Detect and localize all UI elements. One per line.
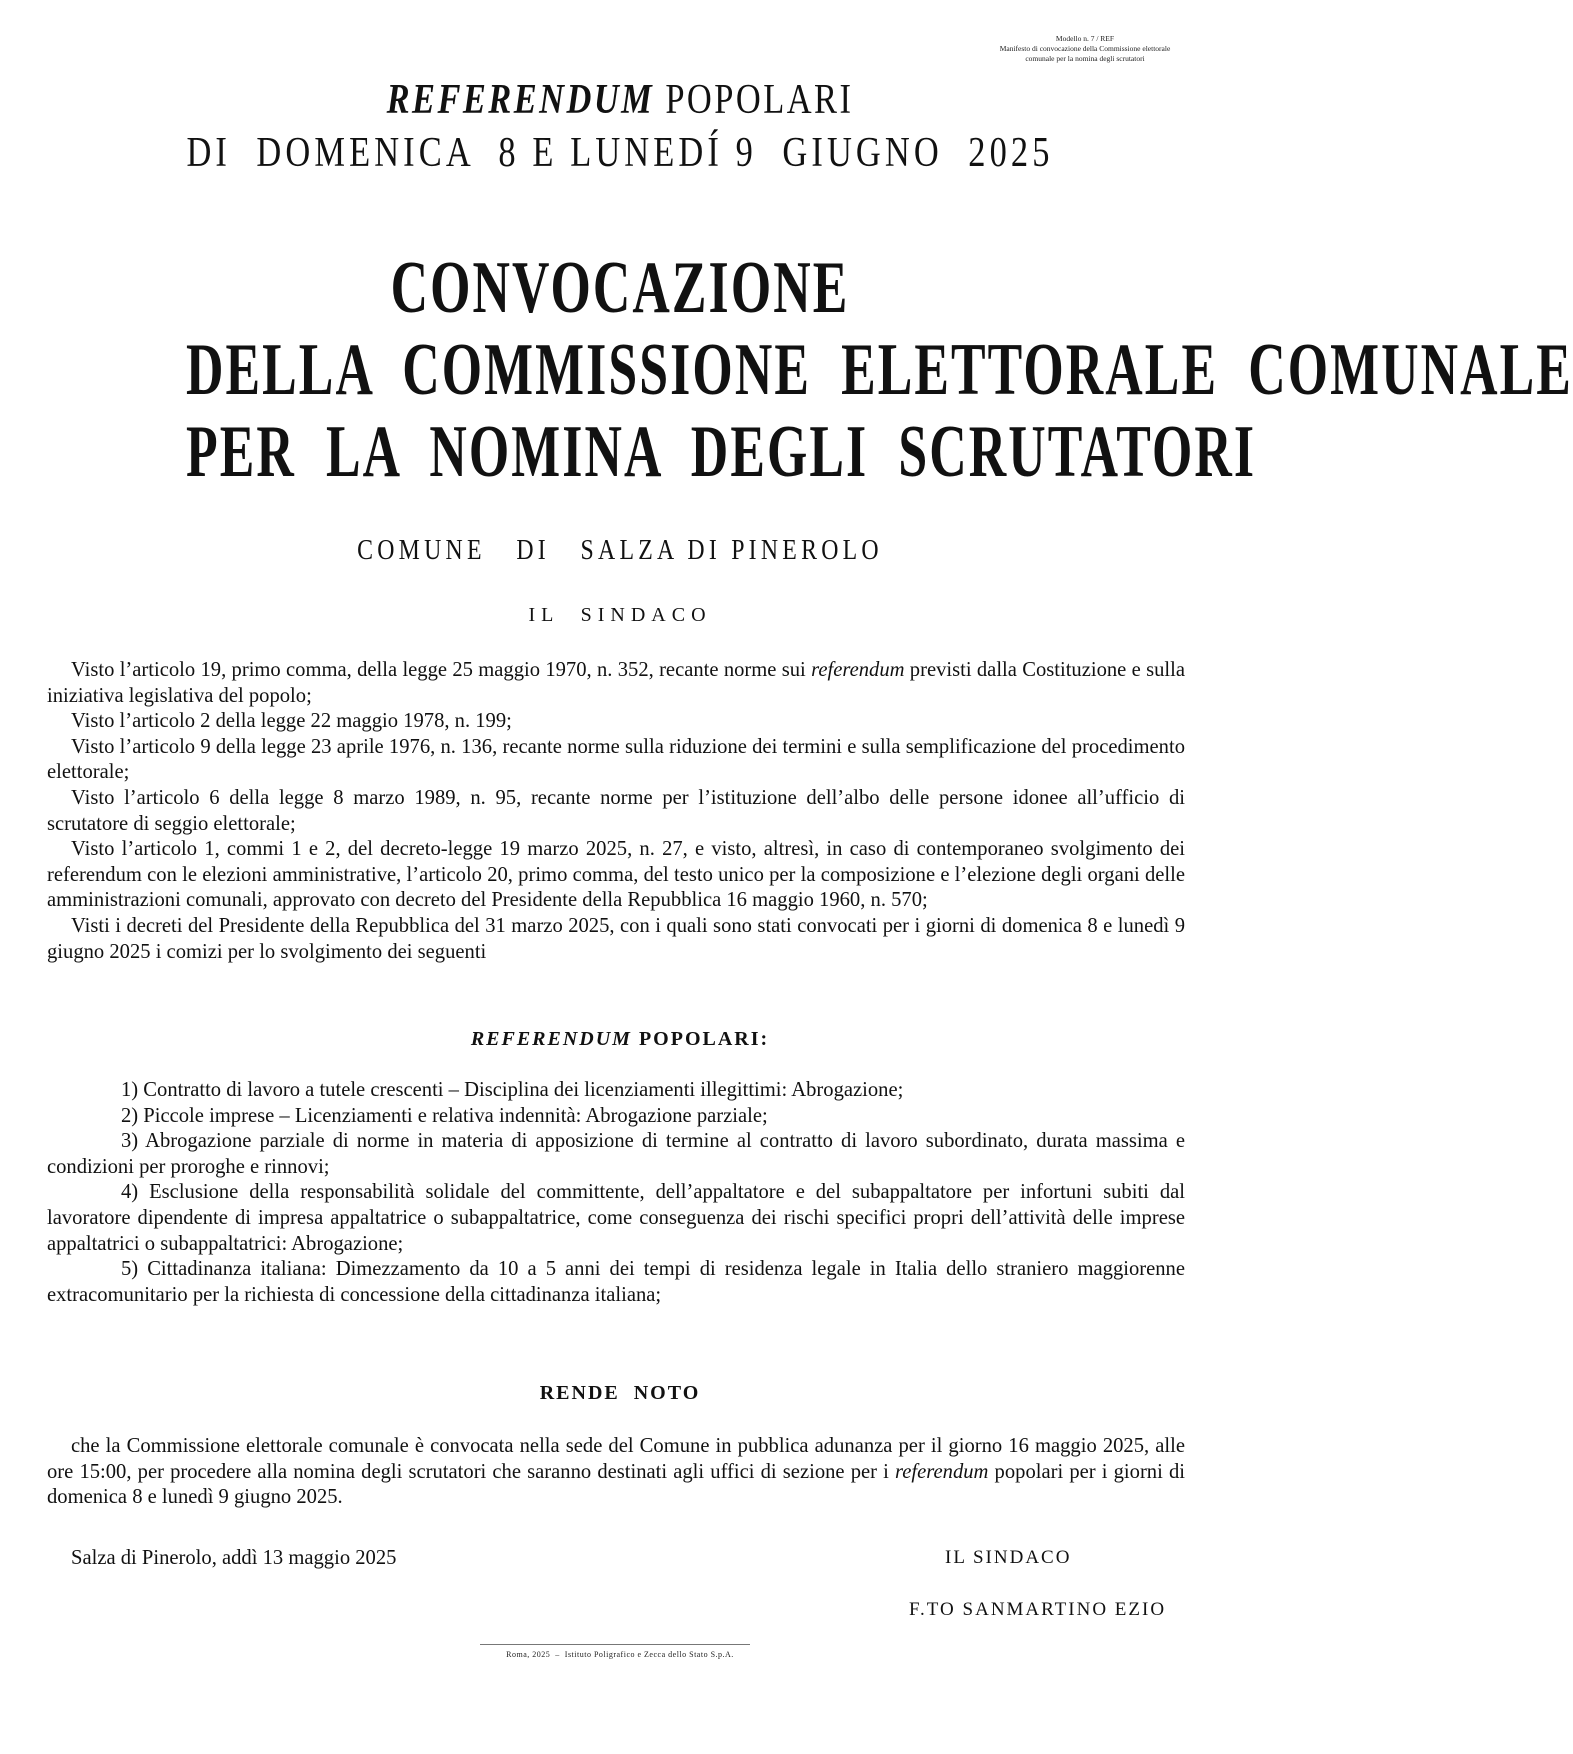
model-note-line: comunale per la nomina degli scrutatori: [1025, 54, 1145, 63]
header-referendum-line: [112, 74, 1129, 126]
place-date: Salza di Pinerolo, addì 13 maggio 2025: [71, 1547, 397, 1569]
recital-1: [47, 658, 1185, 709]
header-referendum-word: REFERENDUM: [386, 77, 655, 123]
recital-text: Visto l’articolo 19, primo comma, della legge 25 maggio 1970, n. 352, recante norme sui: [71, 659, 812, 681]
title-line-2: DELLA COMMISSIONE ELETTORALE COMUNALE: [186, 329, 1573, 411]
recital-3: Visto l’articolo 9 della legge 23 aprile 1976, n. 136, recante norme sulla riduzione dei termini e sulla semplificazione del procedimento elettorale;: [47, 735, 1185, 784]
signature-title: IL SINDACO: [945, 1547, 1072, 1568]
header-date-line: DI DOMENICA 8 E LUNEDÍ 9 GIUGNO 2025: [186, 130, 1054, 176]
recital-italic: referendum: [811, 659, 905, 681]
referendum-item: 3) Abrogazione parziale di norme in materia di apposizione di termine al contratto di lavoro subordinato, durata massima e condizioni per proroghe e rinnovi;: [47, 1130, 1185, 1178]
model-note-line: Manifesto di convocazione della Commissione elettorale: [999, 44, 1171, 53]
referendum-item: 4) Esclusione della responsabilità solidale del committente, dell’appaltatore e del subappaltatore per infortuni subiti dal lavoratore dipendente di impresa appaltatrice o subappaltatrice, come conseguenza dei rischi specifici propri dell’attività delle imprese appaltatrici o subappaltatrici: Abrogazione;: [47, 1181, 1185, 1255]
referendum-list: [47, 1078, 1185, 1308]
footer-divider: [480, 1644, 750, 1645]
sindaco-heading: IL SINDACO: [528, 604, 712, 626]
recital-4: Visto l’articolo 6 della legge 8 marzo 1989, n. 95, recante norme per l’istituzione dell’albo delle persone idonee all’ufficio di scrutatore di seggio elettorale;: [47, 786, 1185, 835]
notice-paragraph: [47, 1434, 1185, 1511]
referendum-item: 1) Contratto di lavoro a tutele crescenti – Disciplina dei licenziamenti illegittimi: Abrogazione;: [121, 1079, 904, 1101]
referendum-heading: [0, 1026, 1240, 1052]
notice-text: popolari per i giorni di domenica 8 e lunedì 9 giugno 2025.: [47, 1460, 1185, 1509]
model-note: [960, 34, 1210, 64]
title-line-3: PER LA NOMINA DEGLI SCRUTATORI: [186, 411, 1257, 493]
recital-6: Visti i decreti del Presidente della Repubblica del 31 marzo 2025, con i quali sono stati convocati per i giorni di domenica 8 e lunedì 9 giugno 2025 i comizi per lo svolgimento dei seguenti: [47, 914, 1185, 963]
notice-text: che la Commissione elettorale comunale è convocata nella sede del Comune in pubblica adunanza per il giorno 16 maggio 2025, alle ore 15:00, per procedere alla nomina degli scrutatori che saranno destinati agli uffici di sezione per i: [47, 1435, 1185, 1483]
model-note-line: Modello n. 7 / REF: [1055, 34, 1115, 43]
referendum-heading-rest: POPOLARI:: [631, 1028, 770, 1050]
signature-name: F.TO SANMARTINO EZIO: [909, 1599, 1167, 1620]
referendum-heading-italic: REFERENDUM: [470, 1028, 632, 1050]
notice: [47, 1434, 1185, 1511]
referendum-item: 2) Piccole imprese – Licenziamenti e relativa indennità: Abrogazione parziale;: [121, 1104, 768, 1127]
recital-5: Visto l’articolo 1, commi 1 e 2, del decreto-legge 19 marzo 2025, n. 27, e visto, altresì, in caso di contemporaneo svolgimento dei referendum con le elezioni amministrative, l’articolo 20, primo comma, del testo unico per la composizione e l’elezione degli organi delle amministrazioni comunali, approvato con decreto del Presidente della Repubblica 16 maggio 1960, n. 570;: [47, 838, 1185, 912]
recital-2: Visto l’articolo 2 della legge 22 maggio 1978, n. 199;: [71, 710, 512, 733]
comune-name: COMUNE DI SALZA DI PINEROLO: [357, 535, 883, 566]
rende-noto-heading: RENDE NOTO: [539, 1382, 701, 1404]
header-popolari-word: POPOLARI: [665, 77, 854, 123]
referendum-item: 5) Cittadinanza italiana: Dimezzamento da 10 a 5 anni dei tempi di residenza legale in Italia dello straniero maggiorenne extracomunitario per la richiesta di concessione della cittadinanza italiana;: [47, 1258, 1185, 1306]
notice-italic: referendum: [895, 1460, 989, 1483]
title-line-1: CONVOCAZIONE: [390, 247, 850, 329]
recital-text: previsti dalla Costituzione e sulla iniziativa legislativa del popolo;: [47, 659, 1185, 707]
recitals: [47, 658, 1185, 965]
footer-imprint: Roma, 2025 – Istituto Poligrafico e Zecca dello Stato S.p.A.: [506, 1650, 734, 1659]
